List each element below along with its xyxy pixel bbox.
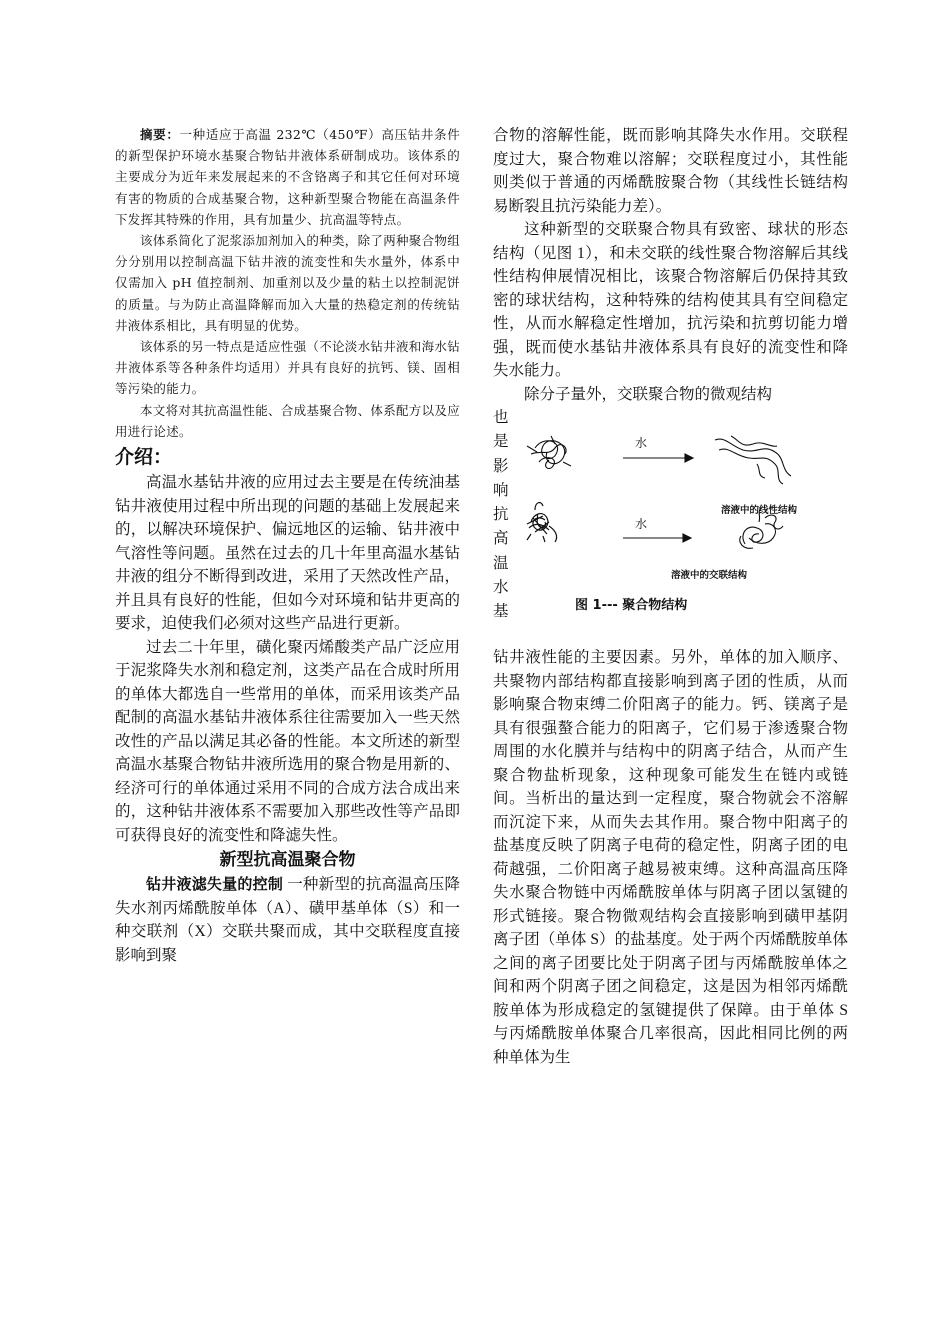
intro-body — [115, 471, 460, 847]
wrapped-char: 高 — [493, 530, 509, 548]
left-column — [115, 124, 460, 967]
right-paragraph-1: 合物的溶解性能，既而影响其降失水作用。交联程度过大，聚合物难以溶解；交联程度过小，其性能则类似于普通的丙烯酰胺聚合物（其线性长链结构易断裂且抗污染能力差）。 — [493, 127, 848, 215]
right-body-bottom — [493, 646, 848, 1069]
abstract-label: 摘要： — [140, 127, 180, 142]
right-body-top — [493, 124, 848, 406]
water-label-bottom: 水 — [635, 517, 648, 531]
right-paragraph-3-tail: 钻井液性能的主要因素。另外，单体的加入顺序、共聚物内部结构都直接影响到离子团的性质，从而影响聚合物束缚二价阳离子的能力。钙、镁离子是具有很强螯合能力的阳离子，它们易于渗透聚合物周围的水化膜并与结构中的阴离子结合，从而产生聚合物盐析现象，这种现象可能发生在链内或链间。当析出的量达到一定程度，聚合物就会不溶解而沉淀下来，从而失去其作用。聚合物中阳离子的盐基度反映了阴离子电荷的稳定性，阴离子团的电荷越强，二价阳离子越易被束缚。这种高温高压降失水聚合物链中丙烯酰胺单体与阴离子团以氢键的形式链接。聚合物微观结构会直接影响到磺甲基阴离子团（单体 S）的盐基度。处于两个丙烯酰胺单体之间的离子团要比处于阴离子团与丙烯酰胺单体之间和两个阴离子团之间稳定，这是因为相邻丙烯酰胺单体为形成稳定的氢键提供了保障。由于单体 S 与丙烯酰胺单体聚合几率很高，因此相同比例的两种单体为生 — [493, 649, 848, 1066]
wrapped-char: 影 — [493, 457, 509, 475]
water-label-top: 水 — [635, 436, 648, 450]
right-column — [493, 124, 848, 1069]
section-heading: 新型抗高温聚合物 — [219, 850, 356, 871]
abstract-paragraph-4: 本文将对其抗高温性能、合成基聚合物、体系配方以及应用进行论述。 — [115, 402, 461, 439]
coiled-polymer-icon — [527, 436, 571, 468]
arrow-right-icon — [623, 454, 693, 462]
right-paragraph-3-head: 除分子量外，交联聚合物的微观结构 — [524, 385, 773, 403]
section-body — [115, 873, 460, 967]
wrapped-char: 基 — [493, 603, 509, 621]
abstract — [115, 124, 460, 442]
wrapped-char: 响 — [493, 481, 509, 499]
crosslinked-ball-icon — [527, 503, 557, 542]
abstract-text-1: 一种适应于高温 232℃（450℉）高压钻井条件的新型保护环境水基聚合物钻井液体系研制成功。该体系的主要成分为近年来发展起来的不含铬离子和其它任何对环境有害的物质的合成基聚合物，这种新型聚合物能在高温条件下发挥其特殊的作用，具有加量少、抗高温等特点。 — [115, 127, 460, 227]
wrapped-char: 也 — [493, 409, 509, 426]
abstract-paragraph-1 — [115, 124, 460, 230]
wrapped-text-column — [493, 406, 513, 625]
label-crosslinked-structure: 溶液中的交联结构 — [671, 570, 748, 581]
section-text-1: 一种新型的抗高温高压降失水剂丙烯酰胺单体（A）、磺甲基单体（S）和一种交联剂（X）交联共聚而成，其中交联程度直接影响到聚 — [115, 876, 460, 964]
figure-wrap — [493, 406, 848, 646]
label-linear-structure: 溶液中的线性结构 — [721, 505, 798, 516]
wrapped-char: 是 — [493, 433, 509, 451]
section-subheading: 钻井液滤失量的控制 — [146, 875, 284, 894]
section-paragraph-1 — [115, 873, 460, 967]
figure-caption: 图 1--- 聚合物结构 — [575, 598, 688, 613]
wrapped-char: 水 — [493, 579, 509, 597]
polymer-structure-figure — [513, 418, 843, 646]
intro-paragraph-1: 高温水基钻井液的应用过去主要是在传统油基钻井液使用过程中所出现的问题的基础上发展起来的，以解决环境保护、偏远地区的运输、钻井液中气溶性等问题。虽然在过去的几十年里高温水基钻井液的组分不断得到改进，采用了天然改性产品，并且具有良好的性能，但如今对环境和钻井更高的要求，迫使我们必须对这些产品进行更新。 — [115, 474, 460, 633]
wrapped-char: 温 — [493, 554, 509, 572]
intro-heading: 介绍： — [115, 446, 173, 469]
right-paragraph-2: 这种新型的交联聚合物具有致密、球状的形态结构（见图 1），和未交联的线性聚合物溶解后其线性结构伸展情况相比，该聚合物溶解后仍保持其致密的球状结构，这种特殊的结构使其具有空间稳定性，从而水解稳定性增加，抗污染和抗剪切能力增强，既而使水基钻井液体系具有良好的流变性和降失水能力。 — [493, 221, 848, 379]
wrapped-char: 抗 — [493, 506, 509, 524]
abstract-paragraph-3: 该体系的另一特点是适应性强（不论淡水钻井液和海水钻井液体系等各种条件均适用）并具有良好的抗钙、镁、固相等污染的能力。 — [115, 339, 461, 397]
abstract-paragraph-2: 该体系简化了泥浆添加剂加入的种类，除了两种聚合物组分分别用以控制高温下钻井液的流变性和失水量外，体系中仅需加入 pH 值控制剂、加重剂以及少量的粘土以控制泥饼的质量。与为防止高温降解而加入大量的热稳定剂的传统钻井液体系相比，具有明显的优势。 — [115, 233, 461, 333]
intro-paragraph-2: 过去二十年里，磺化聚丙烯酸类产品广泛应用于泥浆降失水剂和稳定剂，这类产品在合成时所用的单体大都选自一些常用的单体，而采用该类产品配制的高温水基钻井液体系往往需要加入一些天然改性的产品以满足其必备的性能。本文所述的新型高温水基聚合物钻井液所选用的聚合物是用新的、经济可行的单体通过采用不同的合成方法合成出来的，这种钻井液体系不需要加入那些改性等产品即可获得良好的流变性和降滤失性。 — [115, 638, 460, 844]
arrow-right-icon — [623, 534, 691, 542]
linear-polymer-icon — [715, 436, 791, 484]
